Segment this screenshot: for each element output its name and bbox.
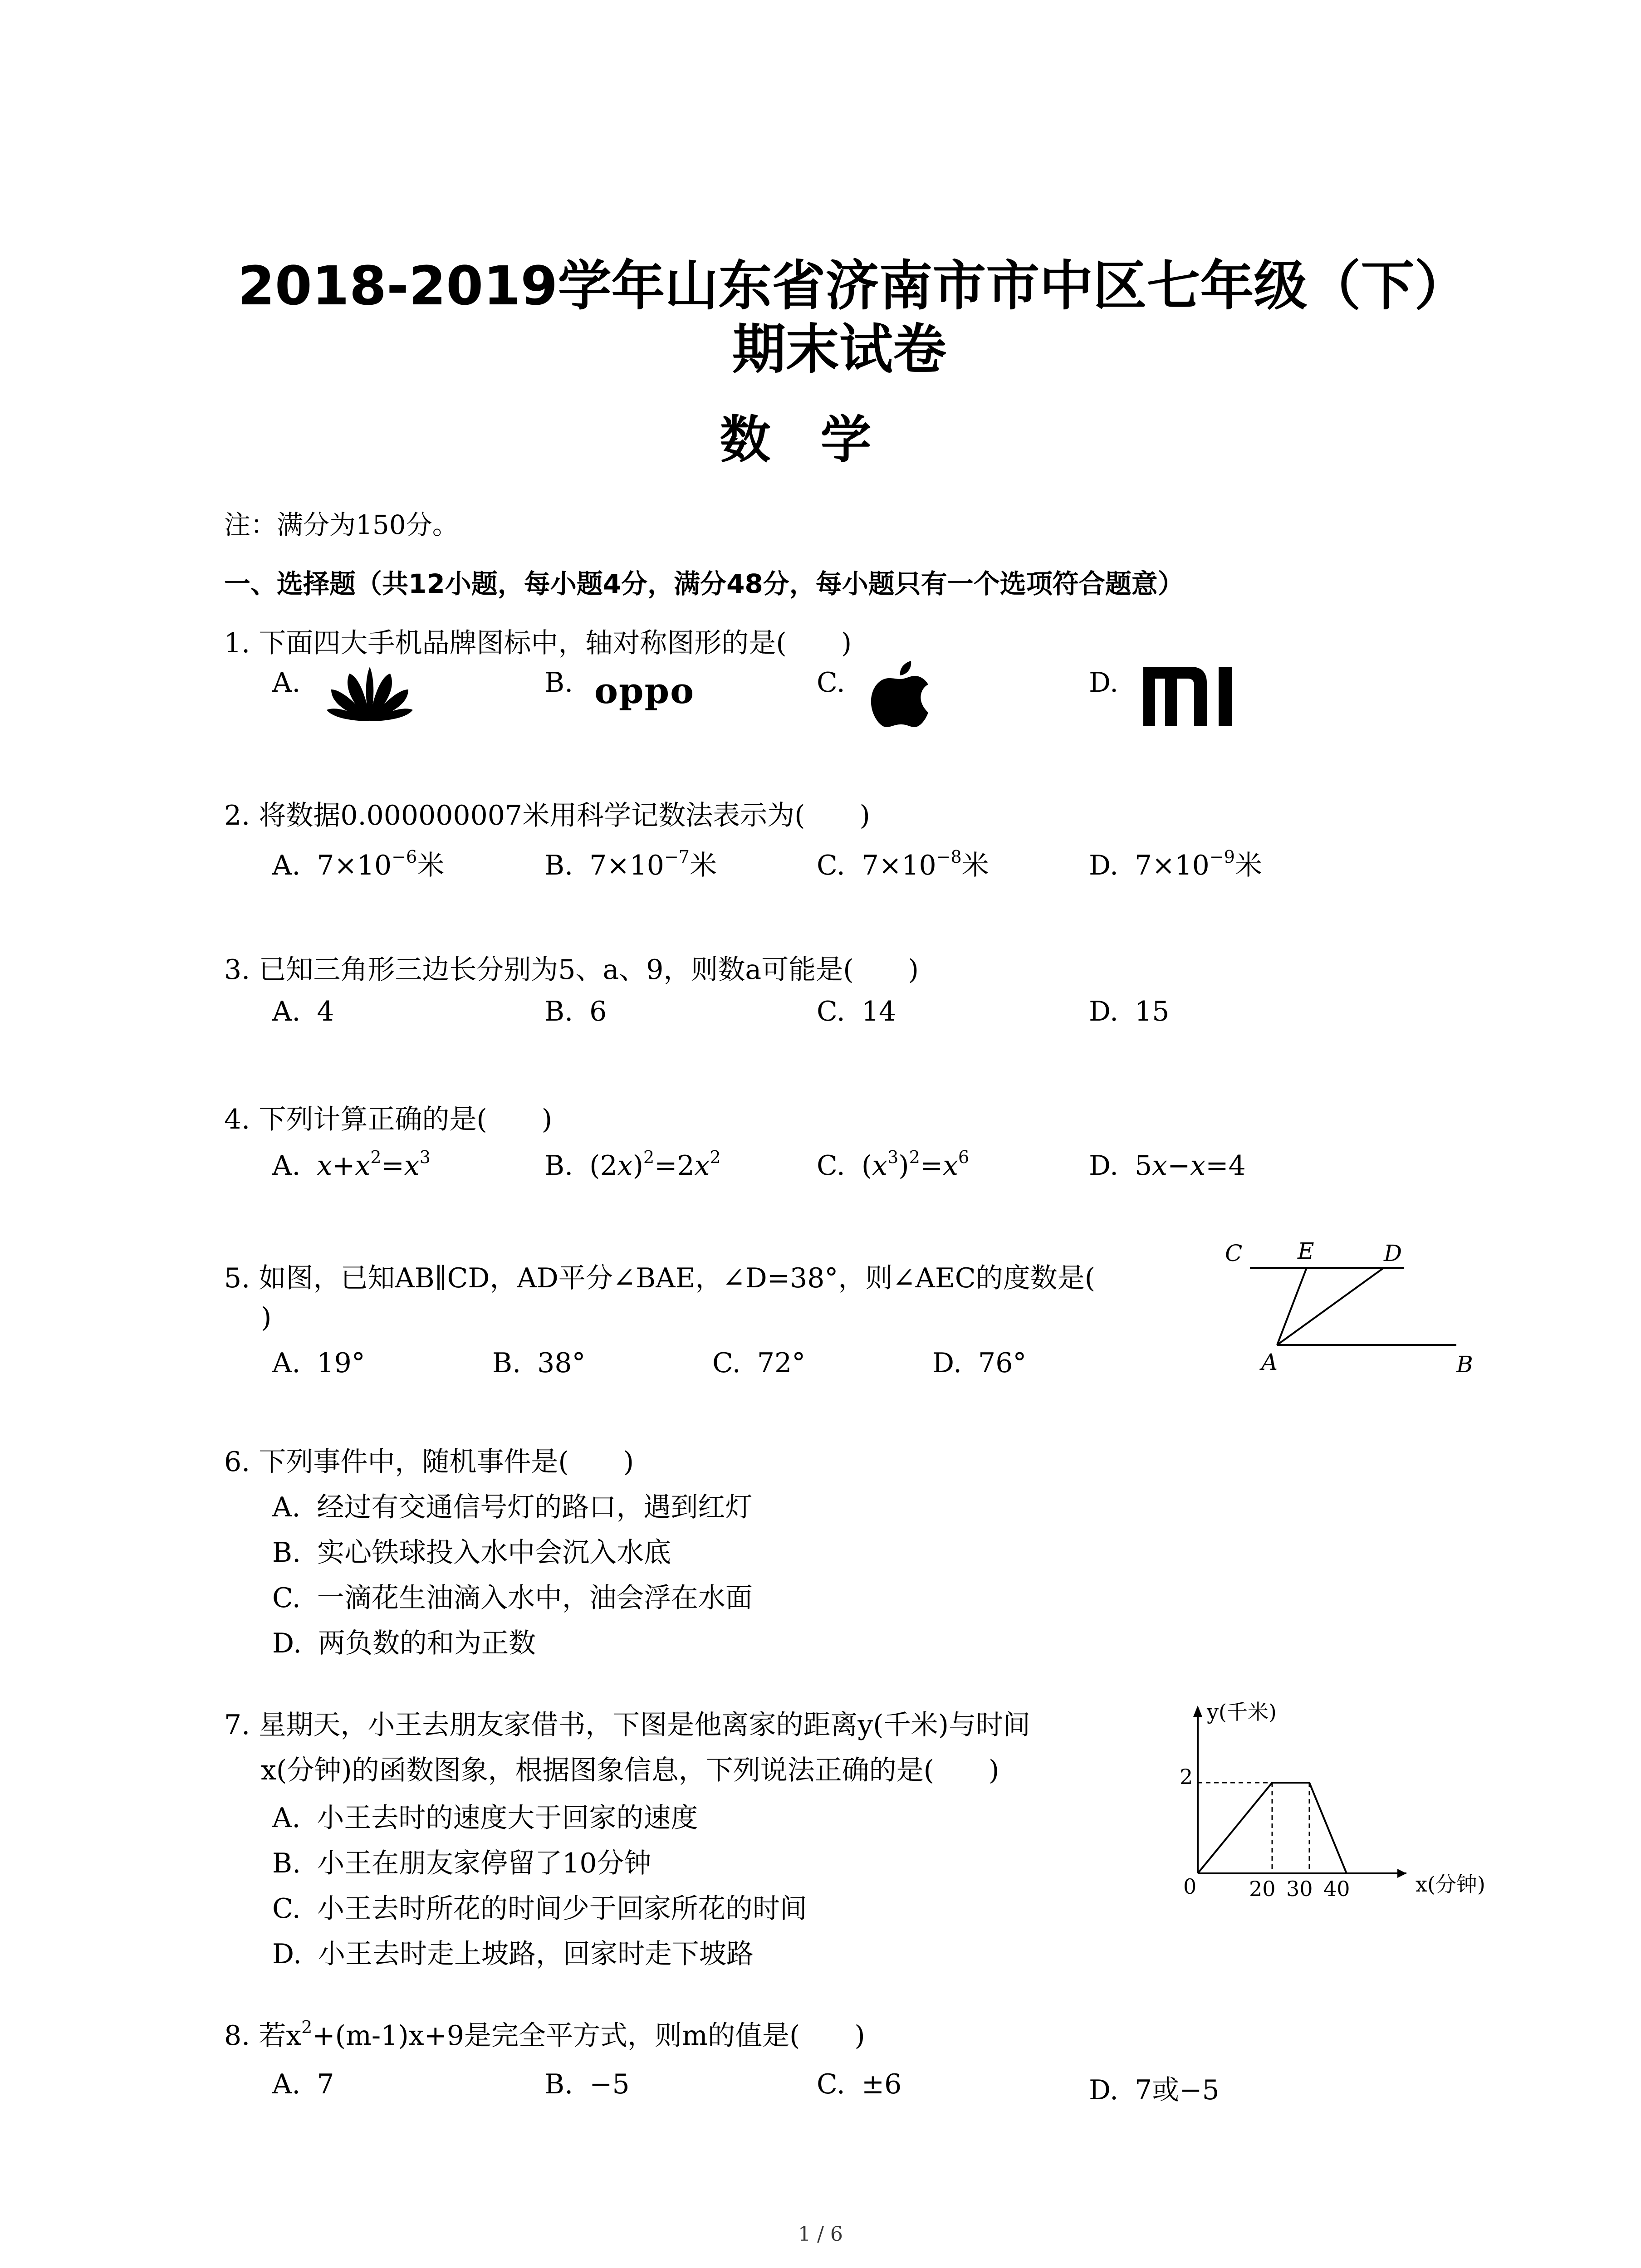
option-label: B. [492,1347,521,1379]
q3-option-d [1089,996,1169,1027]
q5-option-a [272,1347,365,1379]
option-text: 经过有交通信号灯的路口，遇到红灯 [317,1491,753,1523]
q7-option-c [272,1887,807,1926]
q8-option-b [544,2068,630,2100]
subject-heading: 数学 [720,411,921,469]
option-label: B. [544,2068,573,2100]
option-label: C. [712,1347,741,1379]
q3-option-a [272,996,334,1027]
option-text: 6 [589,996,607,1027]
q5-option-d [932,1347,1026,1379]
option-text: 19° [317,1347,365,1379]
x-tick-label: 30 [1286,1877,1313,1901]
option-exponent: −8 [936,847,962,867]
q2-option-c [817,844,989,883]
origin-label: 0 [1183,1874,1197,1899]
parallel-lines-figure [1225,1234,1479,1379]
q6-option-c [272,1576,753,1615]
option-label: A. [272,1802,301,1834]
option-label: D. [1089,2074,1119,2106]
question-8-stem [224,2014,865,2053]
option-text: 4 [317,996,334,1027]
q1-option-d-label: D. [1089,667,1119,699]
option-base: 7×10 [861,850,936,881]
question-2-stem: 2. 将数据0.000000007米用科学记数法表示为( ) [224,800,870,831]
page-number: 1 / 6 [798,2223,843,2246]
option-label: A. [272,1347,301,1379]
option-text: 两负数的和为正数 [318,1628,536,1659]
question-4-stem: 4. 下列计算正确的是( ) [224,1104,553,1135]
q4-option-a: A. $x+x^2=x^3$ [272,1147,431,1182]
question-7-stem-line2: x(分钟)的函数图象，根据图象信息，下列说法正确的是( ) [261,1755,999,1786]
y-axis-label: y(千米) [1207,1700,1277,1724]
option-text: ±6 [861,2068,902,2100]
q4-option-d: D. 5x−x=4 [1089,1150,1246,1182]
stem-text: +(m-1)x+9是完全平方式，则m的值是( ) [312,2020,865,2052]
q4-option-b: B. $(2x)^2=2x^2$ [544,1147,721,1182]
q6-option-d [272,1622,536,1661]
x-tick-label: 40 [1323,1877,1350,1901]
option-label: A. [272,850,301,881]
option-label: B. [272,1848,301,1879]
score-note: 注：满分为150分。 [224,509,459,540]
label-d: D [1384,1240,1402,1266]
option-text: 14 [861,996,896,1027]
option-label: C. [817,996,845,1027]
option-text: 小王去时的速度大于回家的速度 [317,1802,698,1834]
option-label: C. [817,1150,845,1182]
q7-option-a [272,1796,698,1835]
option-text: 小王去时走上坡路，回家时走下坡路 [318,1938,754,1970]
q1-option-c-label: C. [817,667,845,699]
y-axis-arrow-icon [1193,1706,1202,1717]
y-tick-label: 2 [1180,1765,1193,1789]
option-label: B. [544,850,573,881]
option-label: D. [1089,850,1119,881]
option-text: 实心铁球投入水中会沉入水底 [317,1537,671,1569]
q3-option-c [817,996,896,1027]
segment-ad [1277,1268,1384,1345]
option-text: 7或−5 [1135,2074,1220,2106]
q1-option-a-label: A. [272,667,301,699]
option-label: C. [817,2068,845,2100]
option-label: A. [272,2068,301,2100]
option-label: D. [1089,996,1119,1027]
page-title: 2018-2019学年山东省济南市市中区七年级（下）期末试卷 [237,254,1441,381]
option-exponent: −6 [392,847,417,867]
option-text: −5 [589,2068,630,2100]
q5-option-c [712,1347,805,1379]
stem-exponent: 2 [301,2017,313,2037]
option-label: C. [272,1582,301,1614]
x-axis-label: x(分钟) [1416,1872,1485,1897]
option-label: A. [272,1491,301,1523]
q1-option-b-label: B. [544,667,573,699]
question-3-stem: 3. 已知三角形三边长分别为5、a、9，则数a可能是( ) [224,954,919,986]
option-label: D. [1089,1150,1119,1182]
label-a: A [1261,1349,1278,1375]
label-b: B [1456,1351,1473,1378]
option-label: D. [272,1938,302,1970]
oppo-logo-icon [594,670,730,712]
q2-option-a [272,844,444,883]
option-text: 76° [978,1347,1027,1379]
q6-option-b [272,1531,671,1570]
label-c: C [1225,1240,1243,1266]
option-unit: 米 [417,850,445,881]
option-unit: 米 [1234,850,1262,881]
option-exponent: −7 [664,847,690,867]
question-7-stem-line1: 7. 星期天，小王去朋友家借书，下图是他离家的距离y(千米)与时间 [224,1709,1031,1741]
q3-option-b [544,996,607,1027]
x-tick-label: 20 [1249,1877,1276,1901]
option-label: A. [272,1150,301,1182]
option-unit: 米 [690,850,717,881]
option-text: 一滴花生油滴入水中，油会浮在水面 [317,1582,753,1614]
label-e: E [1298,1238,1314,1264]
option-label: A. [272,996,301,1027]
option-label: B. [544,996,573,1027]
option-label: B. [544,1150,573,1182]
q2-option-b [544,844,717,883]
x-axis-arrow-icon [1397,1869,1406,1878]
option-base: 7×10 [589,850,664,881]
q6-option-a [272,1486,752,1525]
option-label: D. [932,1347,962,1379]
question-6-stem: 6. 下列事件中，随机事件是( ) [224,1446,634,1478]
question-5-stem-line2: ) [261,1302,272,1334]
option-text: 7 [317,2068,334,2100]
q7-option-b [272,1842,652,1881]
q2-option-d [1089,844,1262,883]
q7-option-d [272,1932,754,1971]
option-label: C. [272,1893,301,1925]
q8-option-a [272,2068,334,2100]
distance-time-graph [1152,1692,1485,1910]
q8-option-d [1089,2068,1220,2107]
q8-option-c [817,2068,901,2100]
option-label: B. [272,1537,301,1569]
option-label: D. [272,1628,302,1659]
option-base: 7×10 [1135,850,1210,881]
option-text: 38° [537,1347,586,1379]
option-text: 小王在朋友家停留了10分钟 [317,1848,652,1879]
q4-option-c: C. $(x^3)^2=x^6$ [817,1147,970,1182]
stem-text: 8. 若x [224,2020,302,2052]
apple-logo-icon [870,660,929,728]
option-base: 7×10 [317,850,392,881]
option-unit: 米 [961,850,989,881]
option-text: 小王去时所花的时间少于回家所花的时间 [317,1893,807,1925]
option-label: C. [817,850,845,881]
oppo-logo-text: oppo [594,670,695,712]
section-heading: 一、选择题（共12小题，每小题4分，满分48分，每小题只有一个选项符合题意） [224,568,1184,599]
q5-option-b [492,1347,586,1379]
option-exponent: −9 [1209,847,1235,867]
mi-logo-icon [1143,667,1234,726]
option-text: 15 [1135,996,1170,1027]
option-text: 72° [757,1347,806,1379]
huawei-logo-icon [324,662,415,726]
question-1-stem: 1. 下面四大手机品牌图标中，轴对称图形的是( ) [224,627,852,659]
question-5-stem-line1: 5. 如图，已知AB∥CD，AD平分∠BAE，∠D=38°，则∠AEC的度数是( [224,1262,1096,1294]
